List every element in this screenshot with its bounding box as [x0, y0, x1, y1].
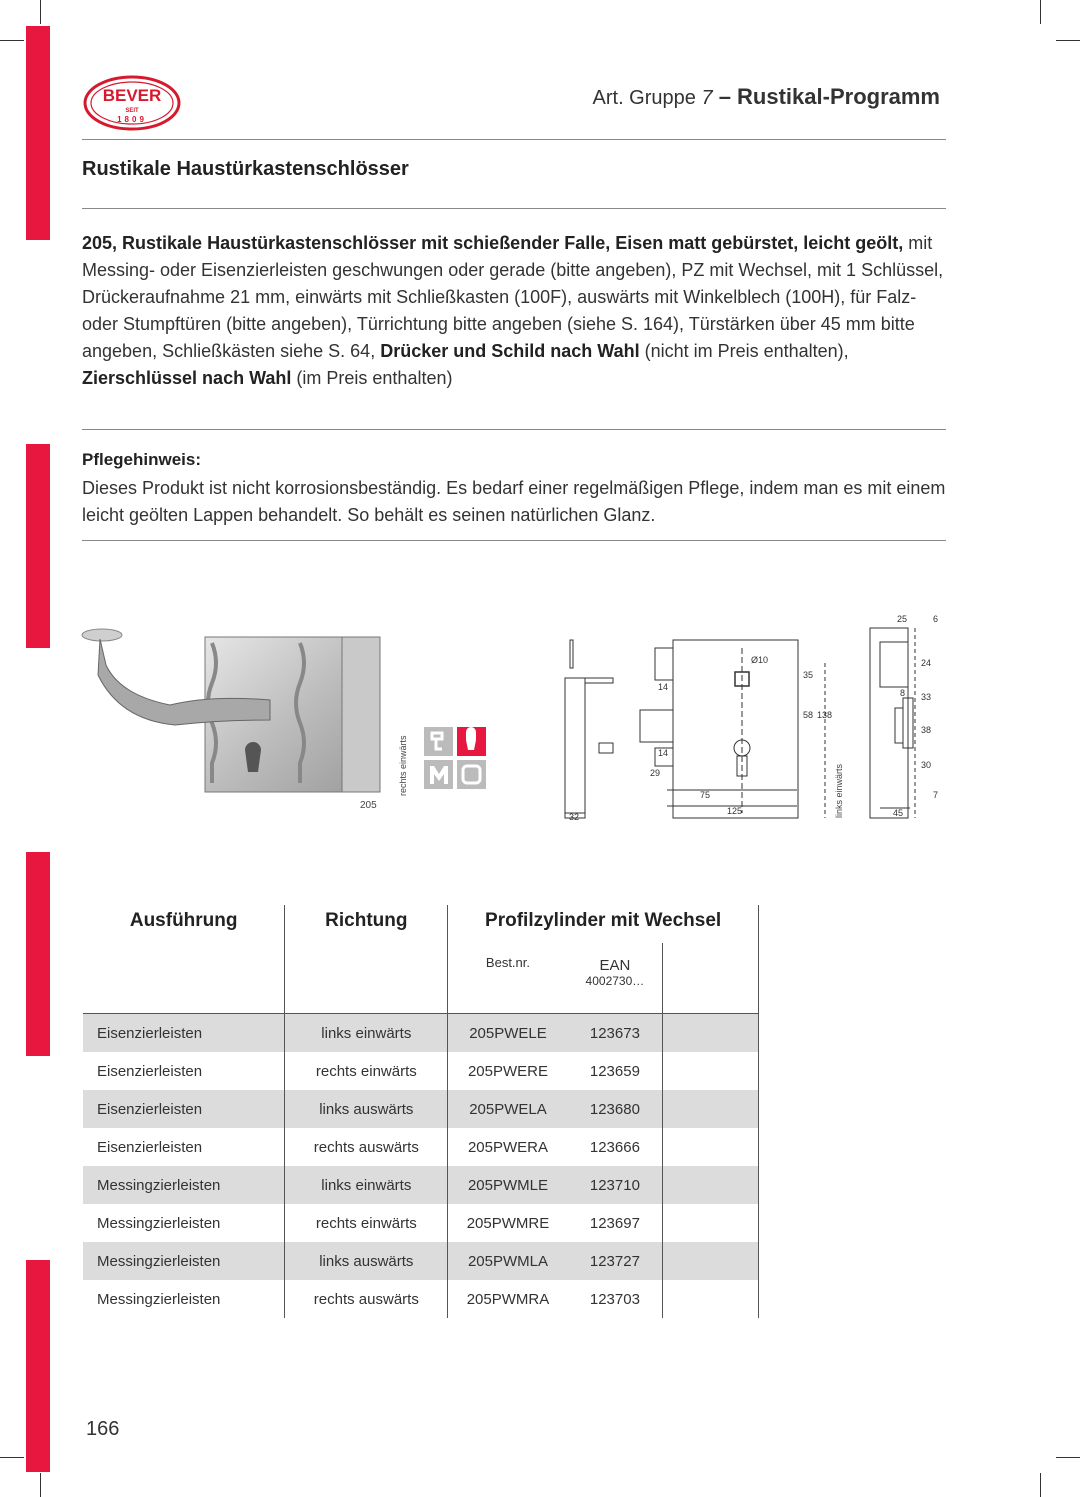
cell-bestnr: 205PWMLE — [448, 1166, 568, 1204]
cell-ausfuehrung: Messingzierleisten — [97, 1214, 221, 1232]
crop-mark — [40, 1473, 41, 1497]
cell-richtung: links auswärts — [285, 1242, 448, 1280]
cell-richtung: rechts auswärts — [285, 1280, 448, 1318]
table-row — [83, 1128, 759, 1166]
cell-richtung: links einwärts — [285, 1166, 448, 1204]
cell-ean: 123710 — [568, 1166, 663, 1204]
sub-ean — [568, 943, 663, 1014]
dim-label: 14 — [658, 682, 669, 692]
dim-label: 7 — [933, 790, 939, 800]
crop-mark — [0, 1457, 24, 1458]
group-title: Rustikal-Programm — [737, 84, 940, 109]
crop-mark — [40, 0, 41, 24]
sub-ean-prefix: 4002730… — [585, 974, 645, 988]
page-number: 166 — [86, 1418, 120, 1440]
register-tab — [26, 26, 50, 240]
cell-ausfuehrung: Messingzierleisten — [97, 1290, 221, 1308]
table-subheader-row — [83, 943, 759, 1014]
group-sep: – — [712, 84, 738, 109]
dim-label: 29 — [650, 768, 661, 778]
empty-cell — [663, 943, 759, 1014]
cell-bestnr: 205PWMRA — [448, 1280, 568, 1318]
cell-empty — [663, 1204, 759, 1242]
crop-mark — [1056, 40, 1080, 41]
divider — [82, 429, 946, 430]
cell-ean: 123659 — [589, 1062, 640, 1080]
cell-empty — [663, 1280, 759, 1318]
product-text: mit Messing- oder Eisenzierleisten geschwungen oder gerade (bitte angeben), PZ mit Wechsel, mit 1 Schlüssel, Drückeraufnahme 21 mm, einwärts mit Schließkasten (100F), auswärts mit Winkelblech (100H), für Falz- oder Stumpftüren (bitte angeben), Türrichtung bitte angeben (siehe S. 164), Türstärken über 45 mm bitte angeben, Schließkästen siehe S. 64, — [82, 233, 944, 361]
cell-ausfuehrung: Eisenzierleisten — [83, 1090, 285, 1128]
cell-empty — [663, 1166, 759, 1204]
table-row — [83, 1052, 759, 1090]
sub-ean-label: EAN — [599, 957, 631, 974]
cell-ean: 123666 — [589, 1138, 640, 1156]
dim-label: 6 — [933, 614, 939, 624]
table-row — [83, 1280, 759, 1318]
cell-ean: 123703 — [589, 1290, 640, 1308]
col-header-richtung: Richtung — [285, 905, 448, 943]
care-text: Dieses Produkt ist nicht korrosionsbeständig. Es bedarf einer regelmäßigen Pflege, indem man es mit einem leicht geölten Lappen behandelt. So behält es seinen natürlichen Glanz. — [82, 478, 946, 525]
table-row — [83, 1090, 759, 1128]
product-description — [82, 230, 948, 392]
dim-label: 35 — [803, 670, 814, 680]
register-tab — [26, 1260, 50, 1472]
table-row — [83, 1204, 759, 1242]
cell-ausfuehrung: Eisenzierleisten — [97, 1138, 203, 1156]
cell-ean: 123673 — [568, 1014, 663, 1053]
care-title: Pflegehinweis: — [82, 450, 202, 469]
dim-label: 58 — [803, 710, 814, 720]
dim-label: 25 — [897, 614, 908, 624]
cell-ausfuehrung: Messingzierleisten — [83, 1242, 285, 1280]
crop-mark — [0, 40, 24, 41]
sub-bestnr: Best.nr. — [448, 943, 568, 1014]
cell-ean: 123680 — [568, 1090, 663, 1128]
cell-bestnr: 205PWERA — [448, 1128, 568, 1166]
product-intro: 205, Rustikale Haustürkastenschlösser mit schießender Falle, Eisen matt gebürstet, leicht geölt, — [82, 233, 904, 253]
dim-label: 33 — [921, 692, 932, 702]
logo-text: BEVER — [102, 86, 162, 105]
logo-seit: SEIT — [125, 108, 139, 114]
dim-label: 32 — [569, 812, 580, 822]
cell-empty — [663, 1090, 759, 1128]
dim-label: 75 — [700, 790, 711, 800]
table-row — [83, 1166, 759, 1204]
product-table — [83, 905, 759, 1318]
bever-logo — [82, 74, 182, 132]
dim-label: 8 — [900, 688, 906, 698]
dim-label: 14 — [658, 748, 669, 758]
crop-mark — [1056, 1457, 1080, 1458]
dim-label: 30 — [921, 760, 932, 770]
cell-ausfuehrung: Messingzierleisten — [83, 1166, 285, 1204]
empty-cell — [285, 943, 448, 1014]
cell-richtung: rechts auswärts — [285, 1128, 448, 1166]
product-note-bold: Zierschlüssel nach Wahl — [82, 368, 292, 388]
cell-bestnr: 205PWMRE — [448, 1204, 568, 1242]
cell-ausfuehrung: Eisenzierleisten — [97, 1062, 203, 1080]
col-header-ausfuehrung: Ausführung — [129, 910, 238, 931]
crop-mark — [1040, 1473, 1041, 1497]
cell-ausfuehrung: Eisenzierleisten — [83, 1014, 285, 1053]
cell-empty — [663, 1052, 759, 1090]
cell-ean: 123697 — [589, 1214, 640, 1232]
cell-empty — [663, 1128, 759, 1166]
logo-year: 1809 — [117, 115, 147, 124]
cell-empty — [663, 1242, 759, 1280]
dim-label: 138 — [817, 710, 833, 720]
section-title: Rustikale Haustürkastenschlösser — [82, 158, 409, 180]
product-note-bold: Drücker und Schild nach Wahl — [380, 341, 640, 361]
cell-empty — [663, 1014, 759, 1053]
cell-bestnr: 205PWELA — [448, 1090, 568, 1128]
dim-label: Ø10 — [751, 655, 769, 665]
photo-caption: 205 — [360, 800, 377, 811]
drawing-vertical-label: links einwärts — [834, 763, 844, 818]
register-tab — [26, 444, 50, 648]
technical-drawing — [555, 608, 950, 823]
cell-ean: 123727 — [568, 1242, 663, 1280]
door-type-icons — [424, 727, 486, 789]
crop-mark — [1040, 0, 1041, 24]
cell-richtung: links auswärts — [285, 1090, 448, 1128]
cell-bestnr: 205PWMLA — [448, 1242, 568, 1280]
cell-richtung: rechts einwärts — [285, 1204, 448, 1242]
cell-richtung: links einwärts — [285, 1014, 448, 1053]
register-tab — [26, 852, 50, 1056]
group-number: 7 — [701, 87, 713, 109]
product-text: (nicht im Preis enthalten), — [639, 341, 849, 361]
photo-vertical-label: rechts einwärts — [398, 735, 408, 796]
table-header-row — [83, 905, 759, 943]
cell-bestnr: 205PWELE — [448, 1014, 568, 1053]
cell-bestnr: 205PWERE — [448, 1052, 568, 1090]
cell-richtung: rechts einwärts — [285, 1052, 448, 1090]
dim-label: 45 — [893, 808, 904, 818]
product-text: (im Preis enthalten) — [291, 368, 453, 388]
divider — [82, 139, 946, 140]
dim-label: 125 — [727, 806, 743, 816]
divider — [82, 208, 946, 209]
divider — [82, 540, 946, 541]
table-row — [83, 1242, 759, 1280]
group-header — [593, 84, 940, 110]
empty-cell — [83, 943, 285, 1014]
dim-label: 38 — [921, 725, 932, 735]
product-photo — [80, 625, 390, 800]
table-row — [83, 1014, 759, 1053]
col-header-profilzylinder: Profilzylinder mit Wechsel — [448, 905, 759, 943]
dim-label: 24 — [921, 658, 932, 668]
group-label: Art. Gruppe — [592, 87, 702, 109]
